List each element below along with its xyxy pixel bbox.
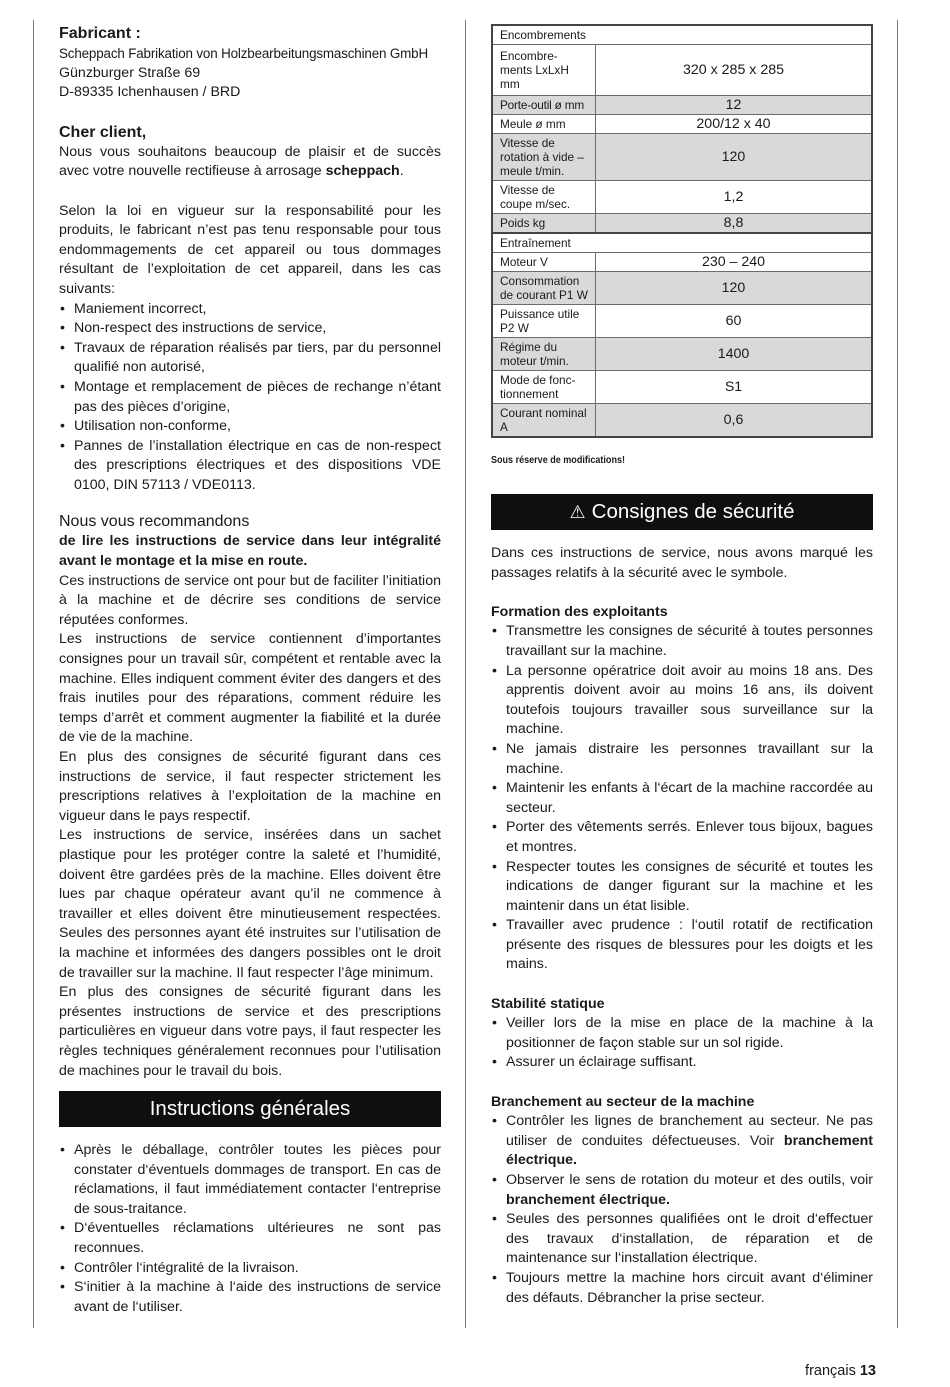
list-item: • Utilisation non-conforme, [59, 417, 441, 437]
list-item: • La personne opératrice doit avoir au moins 18 ans. Des apprentis doivent avoir au moins 16 ans, ils doivent toutefois toujours travailler sous surveillance sur la machine. [491, 662, 873, 740]
client-heading: Cher client, [59, 123, 147, 141]
recommend-paragraph: Les instructions de service, insérées dans un sachet plastique pour les protéger contre la saleté et l’humidité, doivent être gardées près de la machine. Elles doivent être lues par chaque opérateur avant qu’il ne commence à travailler et elles doivent être minutieusement respectées. Seules des personnes ayant été instruites sur l’utilisation de la machine et informées des dangers possibles ont le droit de travailler sur la machine. Il faut respecter l’âge minimum. [59, 827, 441, 981]
safety-intro: Dans ces instructions de service, nous avons marqué les passages relatifs à la sécurité avec le symbole. [491, 545, 873, 581]
spec-value: 200/12 x 40 [596, 115, 873, 134]
fabricant-name: Scheppach Fabrikation von Holzbearbeitungsmaschinen GmbH [59, 46, 428, 61]
spec-value: 120 [596, 134, 873, 181]
recommend-paragraph: En plus des consignes de sécurité figurant dans les présentes instructions de service et des prescriptions particulières en vigueur dans votre pays, il faut respecter les règles techniques généralement reconnues pour l’utilisation de machines pour le travail du bois. [59, 984, 441, 1079]
fabricant-city: D-89335 Ichenhausen / BRD [59, 84, 241, 101]
list-item: • Travailler avec prudence : l‘outil rotatif de rectification présente des risques de blessures pour les doigts et les mains. [491, 916, 873, 975]
spec-label: Vitesse de coupe m/sec. [492, 181, 596, 214]
specs-section-dimensions: Encombrements [492, 25, 872, 45]
list-item: • Non-respect des instructions de service, [59, 319, 441, 339]
list-item [491, 1171, 873, 1210]
liability-list [59, 300, 441, 496]
spec-label: Meule ø mm [492, 115, 596, 134]
footer-language: français [805, 1363, 856, 1379]
table-row [492, 305, 872, 338]
table-row [492, 371, 872, 404]
table-row [492, 115, 872, 134]
spec-value: 120 [596, 272, 873, 305]
left-column [59, 24, 441, 1317]
spec-label: Vitesse de rotation à vide – meule t/min. [492, 134, 596, 181]
spec-value: S1 [596, 371, 873, 404]
fabricant-heading: Fabricant : [59, 25, 141, 42]
stability-list [491, 1014, 873, 1073]
list-item: • D‘éventuelles réclamations ultérieures ne sont pas reconnues. [59, 1219, 441, 1258]
spec-label: Encombre-ments LxLxH mm [492, 45, 596, 96]
list-item: • Porter des vêtements serrés. Enlever tous bijoux, bagues et montres. [491, 818, 873, 857]
list-item: • Assurer un éclairage suffisant. [491, 1053, 873, 1073]
page-number: 13 [859, 1363, 876, 1379]
fabricant-street: Günzburger Straße 69 [59, 64, 201, 81]
right-column [491, 24, 873, 1308]
spec-label: Régime du moteur t/min. [492, 338, 596, 371]
table-row [492, 45, 872, 96]
recommend-bold: de lire les instructions de service dans leur intégralité avant le montage et la mise en route. [59, 533, 441, 570]
warning-triangle-icon: ⚠ [569, 502, 586, 522]
spec-value: 12 [596, 96, 873, 115]
list-item: • Transmettre les consignes de sécurité à toutes personnes travaillant sur la machine. [491, 622, 873, 661]
recommend-heading: Nous vous recommandons [59, 513, 250, 531]
specs-table [491, 24, 873, 438]
list-item: • Ne jamais distraire les personnes travaillant sur la machine. [491, 740, 873, 779]
spec-value: 0,6 [596, 404, 873, 438]
general-list [59, 1141, 441, 1317]
recommend-paragraph: Les instructions de service contiennent d’importantes consignes pour un travail sûr, compétent et rentable avec la machine. Elles indiquent comment éviter des dangers et des frais inutiles pour des réparations, comment réduire les temps d’arrêt et comment augmenter la fiabilité et la durée de vie de la machine. [59, 631, 441, 746]
power-heading: Branchement au secteur de la machine [491, 1093, 755, 1110]
recommend-paragraph: En plus des consignes de sécurité figurant dans ces instructions de service, il faut respecter strictement les prescriptions relatives à l’exploitation de la machine en vigueur dans le pays respectif. [59, 749, 441, 824]
list-item: • Maintenir les enfants à l‘écart de la machine raccordée au secteur. [491, 779, 873, 818]
page-footer [805, 1363, 876, 1379]
table-row [492, 253, 872, 272]
safety-heading: Consignes de sécurité [591, 500, 795, 523]
spec-label: Poids kg [492, 214, 596, 234]
client-text: Nous vous souhaitons beaucoup de plaisir et de succès avec votre nouvelle rectifieuse à arrosage [59, 143, 441, 180]
specs-section-drive: Entraînement [492, 233, 872, 253]
liability-intro: Selon la loi en vigueur sur la responsabilité pour les produits, le fabricant n’est pas tenu responsable pour tous endommagements de cet appareil ou tous dommages résultant de l’exploitation de cet appareil, dans les cas suivants: [59, 202, 441, 297]
client-brand: scheppach [325, 163, 400, 180]
list-item: • Contrôler l‘intégralité de la livraison. [59, 1259, 441, 1279]
list-item: • Travaux de réparation réalisés par tiers, par du personnel qualifié non autorisé, [59, 339, 441, 378]
modification-note: Sous réserve de modifications! [491, 454, 625, 466]
spec-label: Moteur V [492, 253, 596, 272]
list-item: • Toujours mettre la machine hors circuit avant d‘éliminer des défauts. Débrancher la prise secteur. [491, 1269, 873, 1308]
list-item [491, 1112, 873, 1171]
power-item2-bold: branchement électrique. [506, 1191, 670, 1208]
table-row [492, 338, 872, 371]
client-paragraph: Nous vous souhaitons beaucoup de plaisir et de succès avec votre nouvelle rectifieuse à arrosage scheppach. [59, 143, 441, 180]
table-row [492, 272, 872, 305]
spec-value: 1,2 [596, 181, 873, 214]
general-heading-bar [59, 1091, 441, 1127]
table-row [492, 404, 872, 438]
spec-label: Mode de fonc-tionnement [492, 371, 596, 404]
list-item: • Seules des personnes qualifiées ont le droit d‘effectuer des travaux d‘installation, de réparation et de maintenance sur l‘installation électrique. [491, 1210, 873, 1269]
general-heading: Instructions générales [149, 1097, 351, 1121]
list-item: • Veiller lors de la mise en place de la machine à la positionner de façon stable sur un sol rigide. [491, 1014, 873, 1053]
right-margin-rule [897, 20, 898, 1328]
training-list [491, 622, 873, 975]
list-item: • Maniement incorrect, [59, 300, 441, 320]
spec-label: Consommation de courant P1 W [492, 272, 596, 305]
stability-heading: Stabilité statique [491, 995, 605, 1012]
list-item: • Respecter toutes les consignes de sécurité et toutes les indications de danger figurant sur la machine et les maintenir dans un état lisible. [491, 858, 873, 917]
spec-value: 320 x 285 x 285 [596, 45, 873, 96]
table-row [492, 96, 872, 115]
power-item2-text: Observer le sens de rotation du moteur et des outils, voir [506, 1172, 873, 1188]
list-item: • Pannes de l’installation électrique en cas de non-respect des prescriptions électriques et des dispositions VDE 0100, DIN 57113 / VDE0113. [59, 437, 441, 496]
list-item: • Montage et remplacement de pièces de rechange n’étant pas des pièces d’origine, [59, 378, 441, 417]
list-item: • S‘initier à la machine à l‘aide des instructions de service avant de l‘utiliser. [59, 1278, 441, 1317]
spec-label: Porte-outil ø mm [492, 96, 596, 115]
table-row [492, 214, 872, 234]
spec-value: 60 [596, 305, 873, 338]
recommend-paragraph: Ces instructions de service ont pour but de faciliter l’initiation à la machine et de décrire ses conditions de service réputées conformes. [59, 572, 441, 628]
list-item: • Après le déballage, contrôler toutes les pièces pour constater d‘éventuels dommages de transport. En cas de réclamations, il faut immédiatement contacter l‘entreprise de sous-traitance. [59, 1141, 441, 1219]
training-heading: Formation des exploitants [491, 603, 668, 620]
spec-label: Puissance utile P2 W [492, 305, 596, 338]
spec-value: 8,8 [596, 214, 873, 234]
table-row [492, 181, 872, 214]
power-item1-text: Contrôler les lignes de branchement au secteur. Ne pas utiliser de conduites défectueuses. Voir [506, 1113, 873, 1149]
spec-value: 1400 [596, 338, 873, 371]
safety-heading-bar [491, 494, 873, 530]
spec-value: 230 – 240 [596, 253, 873, 272]
column-divider-rule [465, 20, 466, 1328]
left-margin-rule [33, 20, 34, 1328]
power-list [491, 1112, 873, 1308]
spec-label: Courant nominal A [492, 404, 596, 438]
power-item1-bold: branchement électrique. [506, 1132, 873, 1169]
table-row [492, 134, 872, 181]
